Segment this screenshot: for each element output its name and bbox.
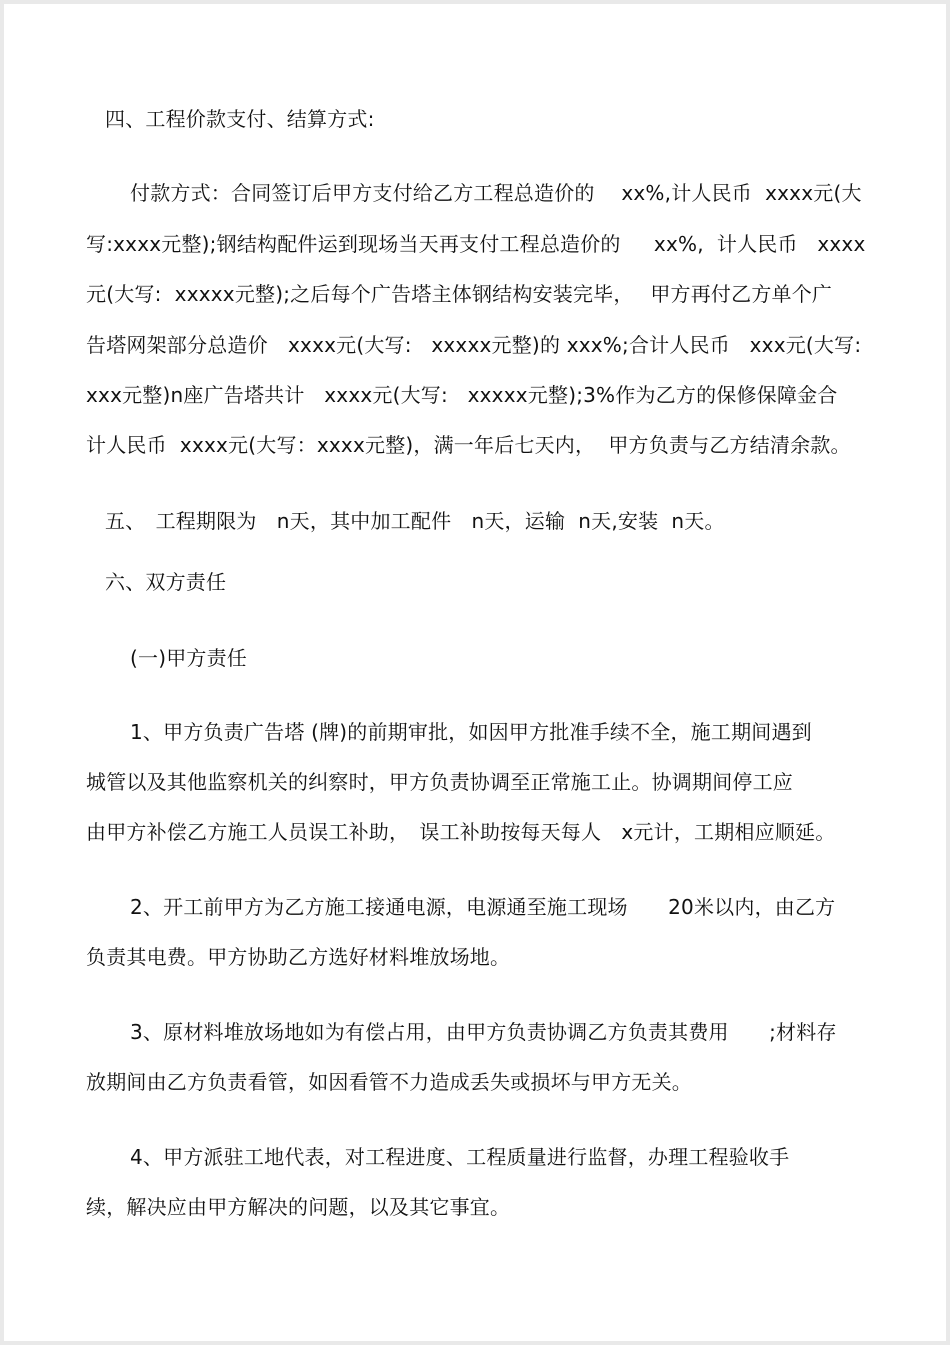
paragraph-line: 负责其电费。甲方协助乙方选好材料堆放场地。 — [86, 945, 511, 969]
section-heading-duration: 五、 工程期限为 n天，其中加工配件 n天，运输 n天,安装 n天。 — [105, 509, 725, 533]
paragraph-line: 放期间由乙方负责看管，如因看管不力造成丢失或损坏与甲方无关。 — [86, 1070, 692, 1094]
paragraph-line: 由甲方补偿乙方施工人员误工补助， 误工补助按每天每人 x元计，工期相应顺延。 — [86, 820, 836, 844]
paragraph-line: 2、开工前甲方为乙方施工接通电源，电源通至施工现场 20米以内，由乙方 — [130, 895, 836, 919]
document-page — [4, 4, 946, 1341]
subsection-heading-party-a: (一)甲方责任 — [130, 646, 248, 670]
paragraph-line: 城管以及其他监察机关的纠察时，甲方负责协调至正常施工止。协调期间停工应 — [86, 770, 793, 794]
paragraph-line: 3、原材料堆放场地如为有偿占用，由甲方负责协调乙方负责其费用 ;材料存 — [130, 1020, 837, 1044]
paragraph-line: 告塔网架部分总造价 xxxx元(大写: xxxxx元整)的 xxx%;合计人民币 xxx元(大写: — [86, 333, 862, 357]
section-heading-payment: 四、工程价款支付、结算方式: — [105, 107, 375, 131]
paragraph-line: 写:xxxx元整);钢结构配件运到现场当天再支付工程总造价的 xx%, 计人民币 xxxx — [86, 232, 866, 256]
section-heading-responsibilities: 六、双方责任 — [105, 570, 227, 594]
paragraph-line: 元(大写: xxxxx元整);之后每个广告塔主体钢结构安装完毕， 甲方再付乙方单个广 — [86, 282, 833, 306]
paragraph-line: 4、甲方派驻工地代表，对工程进度、工程质量进行监督，办理工程验收手 — [130, 1145, 790, 1169]
paragraph-line: xxx元整)n座广告塔共计 xxxx元(大写: xxxxx元整);3%作为乙方的保修保障金合 — [86, 383, 838, 407]
paragraph-line: 续，解决应由甲方解决的问题，以及其它事宜。 — [86, 1195, 511, 1219]
paragraph-line: 付款方式：合同签订后甲方支付给乙方工程总造价的 xx%,计人民币 xxxx元(大 — [130, 181, 862, 205]
paragraph-line: 1、甲方负责广告塔 (牌)的前期审批，如因甲方批准手续不全，施工期间遇到 — [130, 720, 812, 744]
paragraph-line: 计人民币 xxxx元(大写：xxxx元整)，满一年后七天内， 甲方负责与乙方结清余款。 — [86, 433, 851, 457]
